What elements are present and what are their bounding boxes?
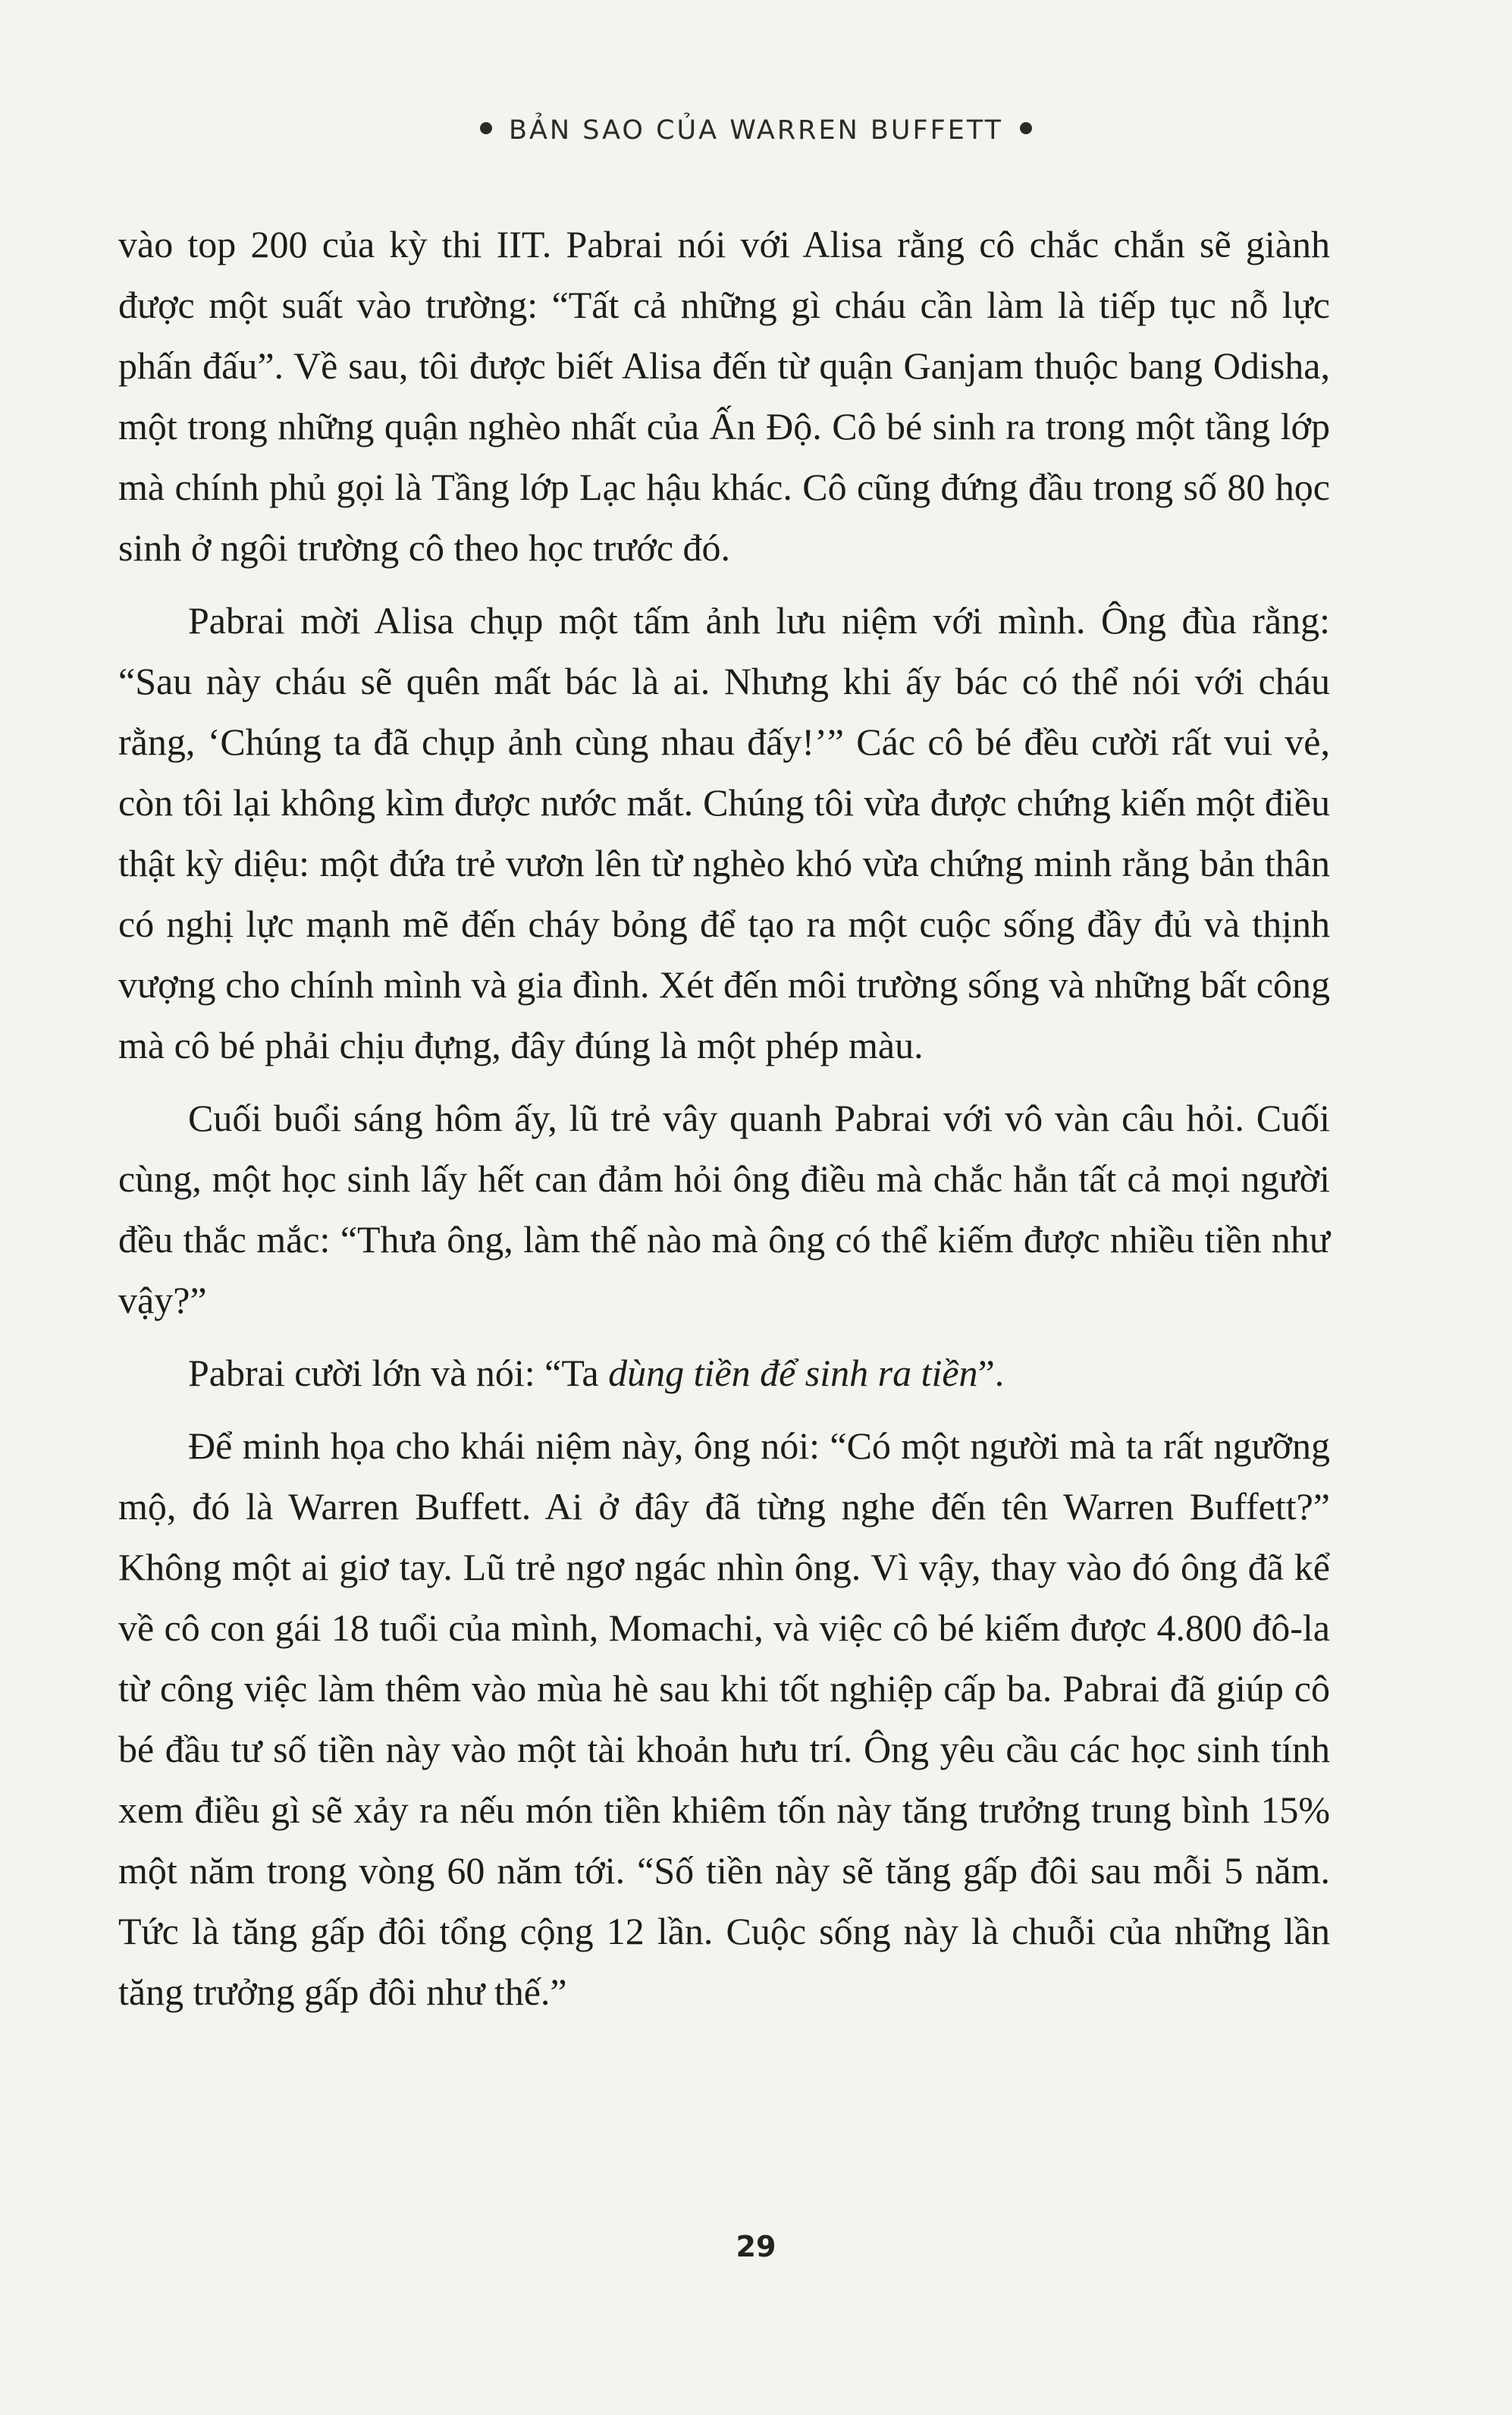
bullet-left-icon bbox=[480, 122, 492, 134]
running-header bbox=[0, 115, 1512, 146]
paragraph-continuation: vào top 200 của kỳ thi IIT. Pabrai nói với Alisa rằng cô chắc chắn sẽ giành được một suất vào trường: “Tất cả những gì cháu cần làm là tiếp tục nỗ lực phấn đấu”. Về sau, tôi được biết Alisa đến từ quận Ganjam thuộc bang Odisha, một trong những quận nghèo nhất của Ấn Độ. Cô bé sinh ra trong một tầng lớp mà chính phủ gọi là Tầng lớp Lạc hậu khác. Cô cũng đứng đầu trong số 80 học sinh ở ngôi trường cô theo học trước đó. bbox=[118, 223, 1330, 569]
answer-text-before: Pabrai cười lớn và nói: “Ta bbox=[188, 1352, 609, 1394]
page-number: 29 bbox=[736, 2230, 776, 2263]
body-text bbox=[118, 214, 1330, 2034]
bullet-right-icon bbox=[1020, 122, 1032, 134]
answer-text-after: ”. bbox=[977, 1352, 1005, 1394]
paragraph-question: Cuối buổi sáng hôm ấy, lũ trẻ vây quanh Pabrai với vô vàn câu hỏi. Cuối cùng, một học sinh lấy hết can đảm hỏi ông điều mà chắc hẳn tất cả mọi người đều thắc mắc: “Thưa ông, làm thế nào mà ông có thể kiếm được nhiều tiền như vậy?” bbox=[118, 1097, 1330, 1321]
answer-text-italic: dùng tiền để sinh ra tiền bbox=[608, 1352, 978, 1394]
running-title: BẢN SAO CỦA WARREN BUFFETT bbox=[508, 115, 1004, 146]
paragraph-photo: Pabrai mời Alisa chụp một tấm ảnh lưu niệm với mình. Ông đùa rằng: “Sau này cháu sẽ quên mất bác là ai. Nhưng khi ấy bác có thể nói với cháu rằng, ‘Chúng ta đã chụp ảnh cùng nhau đấy!’” Các cô bé đều cười rất vui vẻ, còn tôi lại không kìm được nước mắt. Chúng tôi vừa được chứng kiến một điều thật kỳ diệu: một đứa trẻ vươn lên từ nghèo khó vừa chứng minh rằng bản thân có nghị lực mạnh mẽ đến cháy bỏng để tạo ra một cuộc sống đầy đủ và thịnh vượng cho chính mình và gia đình. Xét đến môi trường sống và những bất công mà cô bé phải chịu đựng, đây đúng là một phép màu. bbox=[118, 599, 1330, 1066]
paragraph-answer bbox=[118, 1343, 1330, 1403]
paragraph-buffett: Để minh họa cho khái niệm này, ông nói: “Có một người mà ta rất ngưỡng mộ, đó là Warren Buffett. Ai ở đây đã từng nghe đến tên Warren Buffett?” Không một ai giơ tay. Lũ trẻ ngơ ngác nhìn ông. Vì vậy, thay vào đó ông đã kể về cô con gái 18 tuổi của mình, Momachi, và việc cô bé kiếm được 4.800 đô-la từ công việc làm thêm vào mùa hè sau khi tốt nghiệp cấp ba. Pabrai đã giúp cô bé đầu tư số tiền này vào một tài khoản hưu trí. Ông yêu cầu các học sinh tính xem điều gì sẽ xảy ra nếu món tiền khiêm tốn này tăng trưởng trung bình 15% một năm trong vòng 60 năm tới. “Số tiền này sẽ tăng gấp đôi sau mỗi 5 năm. Tức là tăng gấp đôi tổng cộng 12 lần. Cuộc sống này là chuỗi của những lần tăng trưởng gấp đôi như thế.” bbox=[118, 1424, 1330, 2013]
